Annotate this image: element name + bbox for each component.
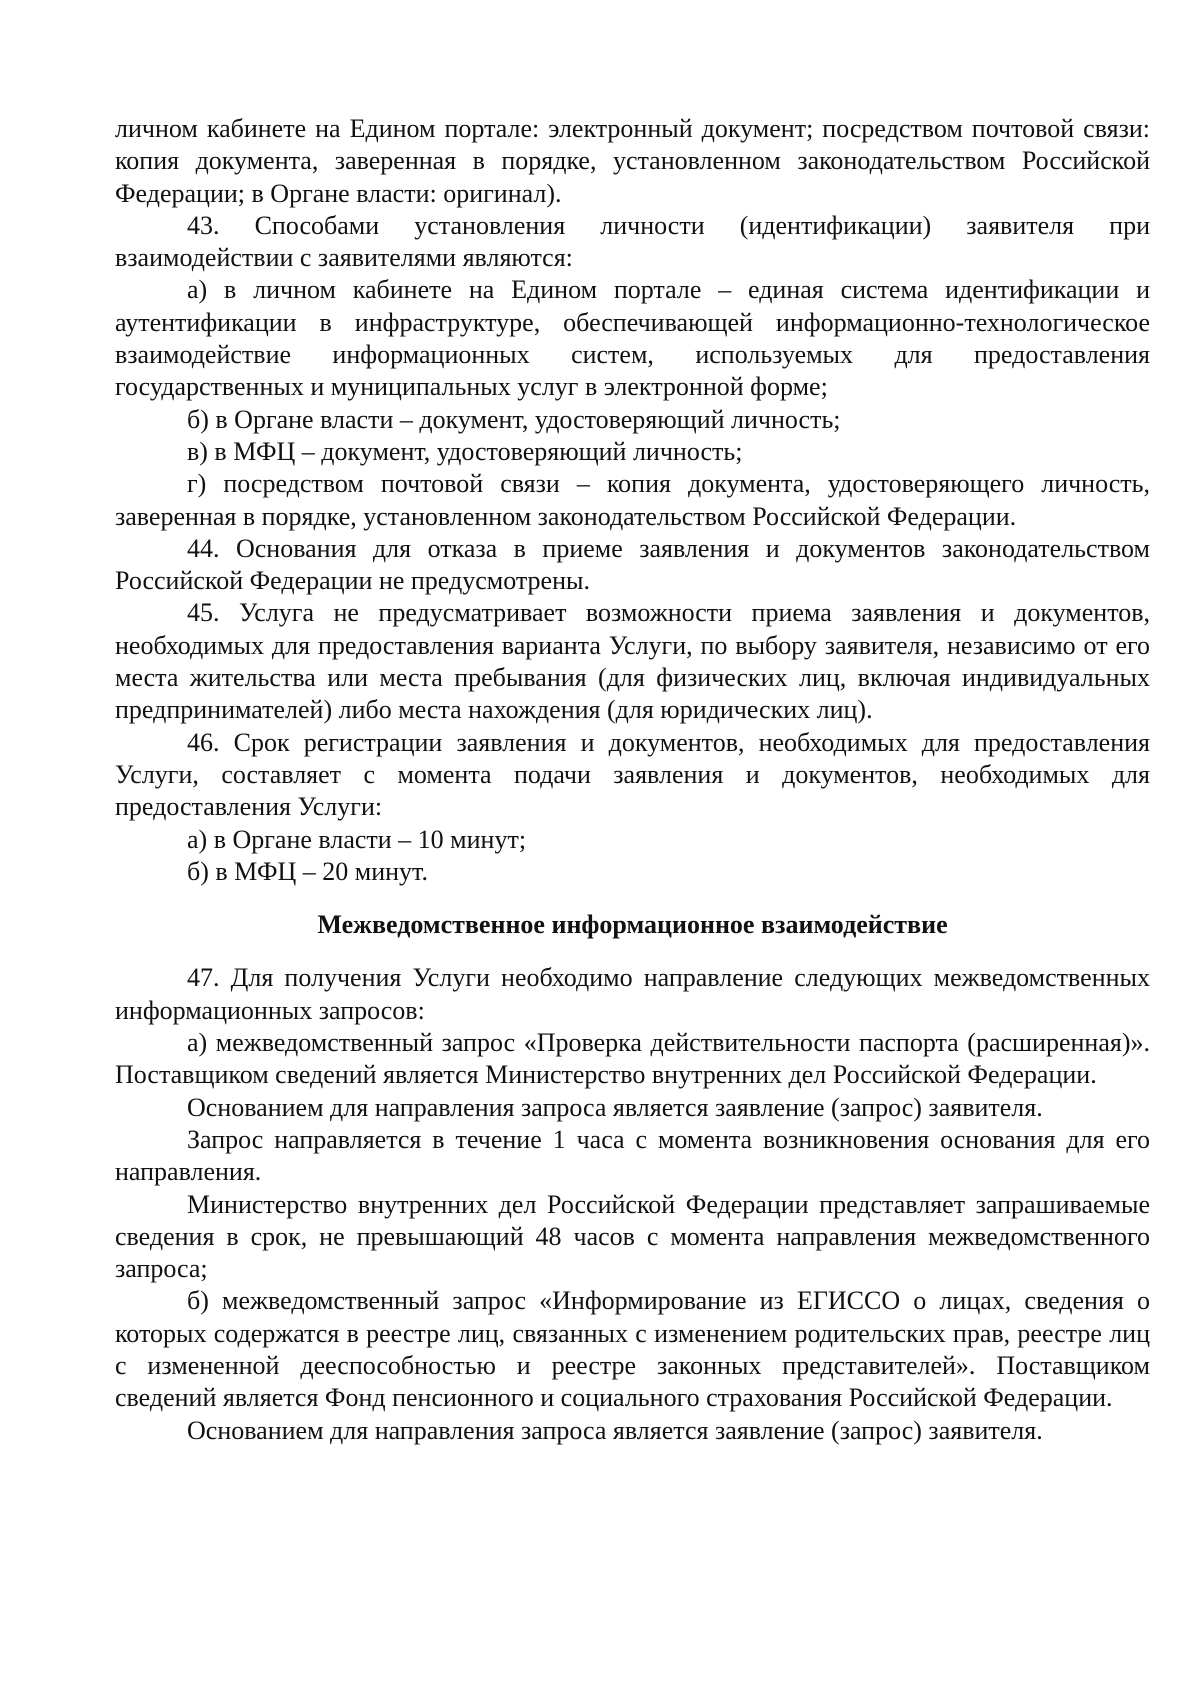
paragraph-item-46: 46. Срок регистрации заявления и документов, необходимых для предоставления Услуги, составляет с момента подачи заявления и документов, необходимых для предоставления Услуги: — [115, 727, 1150, 822]
paragraph-continuation: личном кабинете на Едином портале: электронный документ; посредством почтовой связи: копия документа, заверенная в порядке, установленном законодательством Российской Федерации; в Органе власти: оригинал). — [115, 114, 1150, 208]
paragraph-item-47: 47. Для получения Услуги необходимо направление следующих межведомственных информационных запросов: — [115, 963, 1150, 1025]
paragraph-request-timing: Запрос направляется в течение 1 часа с момента возникновения основания для его направления. — [115, 1124, 1150, 1187]
paragraph-request-basis: Основанием для направления запроса является заявление (запрос) заявителя. — [187, 1092, 1043, 1122]
paragraph-request-basis-2: Основанием для направления запроса является заявление (запрос) заявителя. — [187, 1415, 1043, 1445]
paragraph-item-46-a: а) в Органе власти – 10 минут; — [187, 824, 527, 854]
paragraph-item-44: 44. Основания для отказа в приеме заявления и документов законодательством Российской Федерации не предусмотрены. — [115, 533, 1150, 596]
paragraph-item-45: 45. Услуга не предусматривает возможности приема заявления и документов, необходимых для предоставления варианта Услуги, по выбору заявителя, независимо от его места жительства или места пребывания (для физических лиц, включая индивидуальных предпринимателей) либо места нахождения (для юридических лиц). — [115, 598, 1150, 725]
paragraph-item-46-b: б) в МФЦ – 20 минут. — [187, 856, 428, 886]
paragraph-item-47-a: а) межведомственный запрос «Проверка действительности паспорта (расширенная)». Поставщиком сведений является Министерство внутренних дел Российской Федерации. — [115, 1028, 1150, 1090]
paragraph-item-43-b: б) в Органе власти – документ, удостоверяющий личность; — [187, 404, 841, 434]
paragraph-item-43-v: в) в МФЦ – документ, удостоверяющий личность; — [187, 436, 743, 466]
paragraph-item-43-a: а) в личном кабинете на Едином портале – единая система идентификации и аутентификации в инфраструктуре, обеспечивающей информационно-технологическое взаимодействие информационных систем, используемых для предоставления государственных и муниципальных услуг в электронной форме; — [115, 275, 1150, 402]
section-heading: Межведомственное информационное взаимодействие — [317, 910, 948, 940]
paragraph-item-47-b: б) межведомственный запрос «Информирование из ЕГИССО о лицах, сведения о которых содержатся в реестре лиц, связанных с изменением родительских прав, реестре лиц с измененной дееспособностью и реестре законных представителей». Поставщиком сведений является Фонд пенсионного и социального страхования Российской Федерации. — [115, 1286, 1150, 1413]
paragraph-item-43: 43. Способами установления личности (идентификации) заявителя при взаимодействии с заявителями являются: — [115, 210, 1150, 273]
paragraph-item-43-g: г) посредством почтовой связи – копия документа, удостоверяющего личность, заверенная в порядке, установленном законодательством Российской Федерации. — [115, 469, 1150, 531]
document-page — [115, 113, 1150, 1447]
paragraph-ministry-response: Министерство внутренних дел Российской Федерации представляет запрашиваемые сведения в срок, не превышающий 48 часов с момента направления межведомственного запроса; — [115, 1189, 1150, 1284]
